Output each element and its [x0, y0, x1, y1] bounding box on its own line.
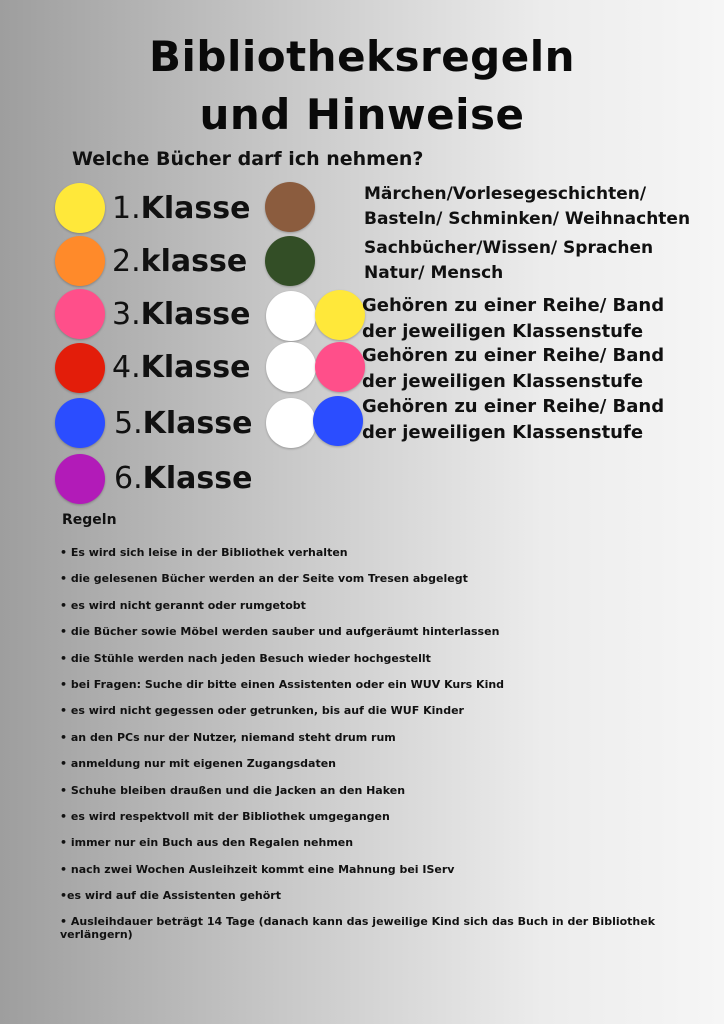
klasse-4-label: 4.Klasse [112, 350, 251, 385]
dot-klasse-2-orange [55, 236, 105, 286]
dot-series-white-1 [266, 291, 316, 341]
rule-item: • die gelesenen Bücher werden an der Seite vom Tresen abgelegt [60, 572, 468, 586]
dot-category-darkgreen [265, 236, 315, 286]
series-text-1: Gehören zu einer Reihe/ Band der jeweiligen Klassenstufe [362, 295, 665, 342]
rule-item: • immer nur ein Buch aus den Regalen nehmen [60, 836, 354, 850]
rule-item: •es wird auf die Assistenten gehört [60, 889, 281, 903]
klasse-1-label: 1.Klasse [112, 191, 251, 226]
rules-list [60, 546, 680, 955]
rule-item: • es wird respektvoll mit der Bibliothek umgegangen [60, 809, 390, 823]
rule-item: • die Stühle werden nach jeden Besuch wieder hochgestellt [60, 651, 431, 665]
category-maerchen-text: Märchen/Vorlesegeschichten/ Basteln/ Schminken/ Weihnachten [364, 184, 691, 229]
rule-item: • bei Fragen: Suche dir bitte einen Assistenten oder ein WUV Kurs Kind [60, 677, 505, 691]
title-line-2: und Hinweise [199, 90, 525, 139]
dot-series-white-3 [266, 398, 316, 448]
dot-series-yellow [315, 290, 365, 340]
rule-item: • Es wird sich leise in der Bibliothek verhalten [60, 546, 348, 559]
page-title [0, 28, 724, 144]
dot-klasse-6-purple [55, 454, 105, 504]
title-line-1: Bibliotheksregeln [148, 32, 576, 81]
rule-item: • es wird nicht gegessen oder getrunken, bis auf die WUF Kinder [60, 704, 464, 718]
rules-heading: Regeln [62, 512, 117, 528]
klasse-3-label: 3.Klasse [112, 297, 251, 332]
klasse-2-label: 2.klasse [112, 244, 248, 279]
dot-series-white-2 [266, 342, 316, 392]
rule-item: • Ausleihdauer beträgt 14 Tage (danach kann das jeweilige Kind sich das Buch in der Bibliothek verlängern) [60, 915, 656, 942]
rule-item: • anmeldung nur mit eigenen Zugangsdaten [60, 757, 337, 771]
rule-item: • es wird nicht gerannt oder rumgetobt [60, 598, 306, 612]
dot-klasse-1-yellow [55, 183, 105, 233]
klasse-6-label: 6.Klasse [114, 461, 253, 496]
rule-item: • Schuhe bleiben draußen und die Jacken an den Haken [60, 783, 406, 797]
dot-klasse-3-pink [55, 289, 105, 339]
rule-item: • an den PCs nur der Nutzer, niemand steht drum rum [60, 730, 396, 744]
dot-klasse-5-blue [55, 398, 105, 448]
rule-item: • nach zwei Wochen Ausleihzeit kommt eine Mahnung bei IServ [60, 862, 455, 876]
dot-category-brown [265, 182, 315, 232]
dot-series-pink [315, 342, 365, 392]
question-heading: Welche Bücher darf ich nehmen? [72, 148, 424, 170]
klasse-5-label: 5.Klasse [114, 406, 253, 441]
dot-klasse-4-red [55, 343, 105, 393]
series-text-2: Gehören zu einer Reihe/ Band der jeweiligen Klassenstufe [362, 345, 665, 392]
category-sachbuecher-text: Sachbücher/Wissen/ Sprachen Natur/ Mensch [364, 238, 654, 283]
rule-item: • die Bücher sowie Möbel werden sauber und aufgeräumt hinterlassen [60, 625, 500, 639]
series-text-3: Gehören zu einer Reihe/ Band der jeweiligen Klassenstufe [362, 396, 665, 443]
dot-series-blue [313, 396, 363, 446]
